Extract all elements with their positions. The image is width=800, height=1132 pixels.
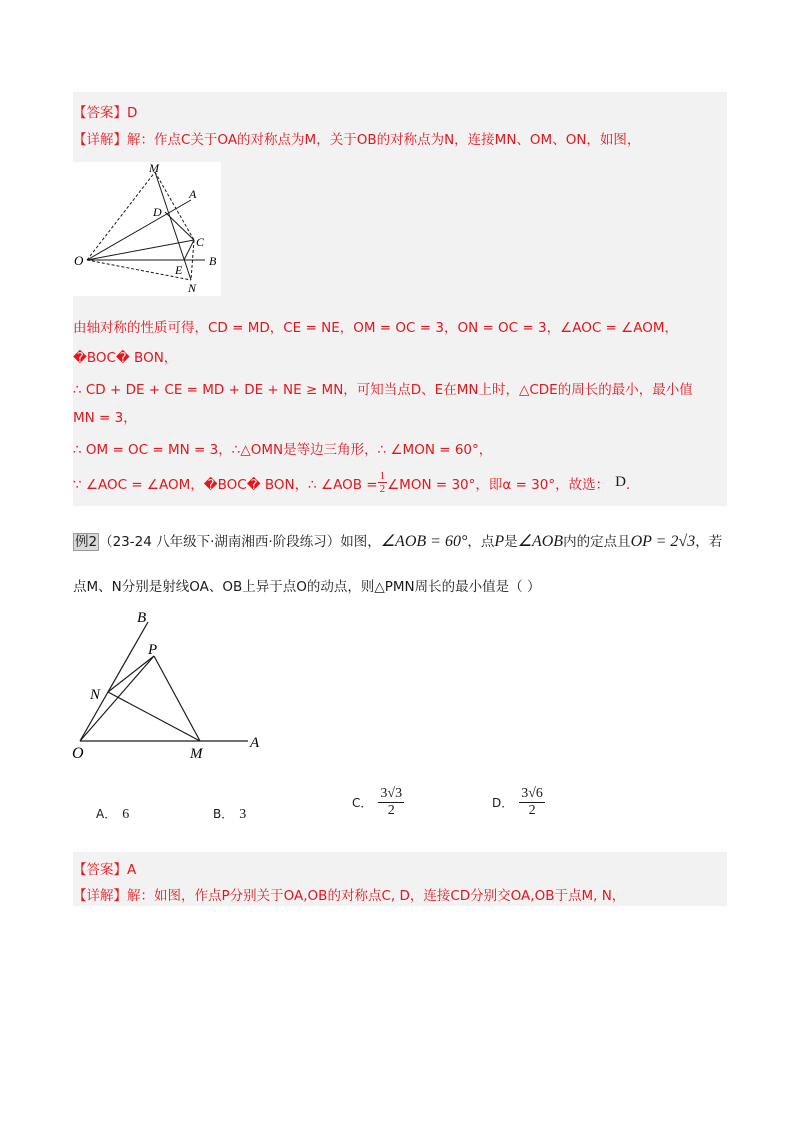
fig2-label-M: M — [190, 746, 203, 762]
choice-b[interactable]: B． 3 — [213, 807, 247, 822]
choice-a[interactable]: A． 6 — [96, 807, 130, 822]
detail-line-3: �BOC� BON， — [73, 350, 178, 366]
detail-line-4: ∴ CD + DE + CE = MD + DE + NE ≥ MN，可知当点D、E在MN上时，△CDE的周长的最小，最小值 — [73, 382, 693, 398]
detail-line-5: MN = 3， — [73, 410, 137, 426]
choice-c[interactable]: C． $\frac{3√3}{2}$ — [352, 786, 403, 818]
figure-1 — [73, 162, 221, 296]
fig2-label-A: A — [250, 735, 260, 751]
answer-line-1: 【答案】D — [73, 105, 138, 121]
fig2-label-P: P — [148, 642, 158, 658]
fig2-label-B: B — [137, 610, 147, 626]
fraction-c: $\frac{3√3}{2}$ — [380, 786, 403, 818]
detail2-line-1: 【详解】解：如图，作点P分别关于OA,OB的对称点C, D，连接CD分别交OA,OB于点M, N， — [73, 888, 626, 904]
figure-2-svg — [70, 606, 270, 764]
fig2-label-O: O — [72, 745, 84, 762]
detail-line-7: ∵ ∠AOC = ∠AOM，�BOC� BON，∴ ∠AOB = $\frac{1}{2}$ ∠MON = 30°，即α = 30°，故选： D ． — [73, 470, 640, 495]
fig2-label-N: N — [90, 687, 101, 703]
figure-1-svg — [73, 162, 221, 296]
figure-2 — [70, 606, 270, 764]
detail-line-6: ∴ OM = OC = MN = 3，∴△OMN是等边三角形，∴ ∠MON = 60°， — [73, 442, 493, 458]
fig1-label-A: A — [189, 187, 197, 201]
fig1-label-E: E — [175, 263, 183, 277]
fraction-half: $\frac{1}{2}$ — [379, 470, 386, 495]
detail-line-1: 【详解】解：作点C关于OA的对称点为M，关于OB的对称点为N，连接MN、OM、ON，如图， — [73, 132, 641, 148]
answer-block-1 — [73, 92, 727, 506]
fig1-label-D: D — [153, 205, 162, 219]
fig1-label-N: N — [188, 281, 197, 295]
fig1-label-O: O — [74, 253, 84, 268]
fig1-label-M: M — [149, 162, 159, 175]
answer-block-2 — [73, 852, 727, 906]
example-2-line-1: 例2 （23-24 八年级下·湖南湘西·阶段练习）如图，∠AOB = 60°，点P是∠AOB内的定点且OP = 2√3，若 — [75, 533, 723, 550]
example-2-line-2: 点M、N分别是射线OA、OB上异于点O的动点，则△PMN周长的最小值是（ ） — [73, 579, 541, 595]
fig1-label-B: B — [209, 254, 217, 268]
answer2-line: 【答案】A — [73, 862, 137, 878]
choice-d[interactable]: D． $\frac{3√6}{2}$ — [492, 786, 543, 818]
fraction-d: $\frac{3√6}{2}$ — [521, 786, 543, 818]
detail-line-2: 由轴对称的性质可得，CD = MD，CE = NE，OM = OC = 3，ON = OC = 3，∠AOC = ∠AOM， — [73, 320, 679, 336]
fig1-label-C: C — [196, 235, 205, 249]
